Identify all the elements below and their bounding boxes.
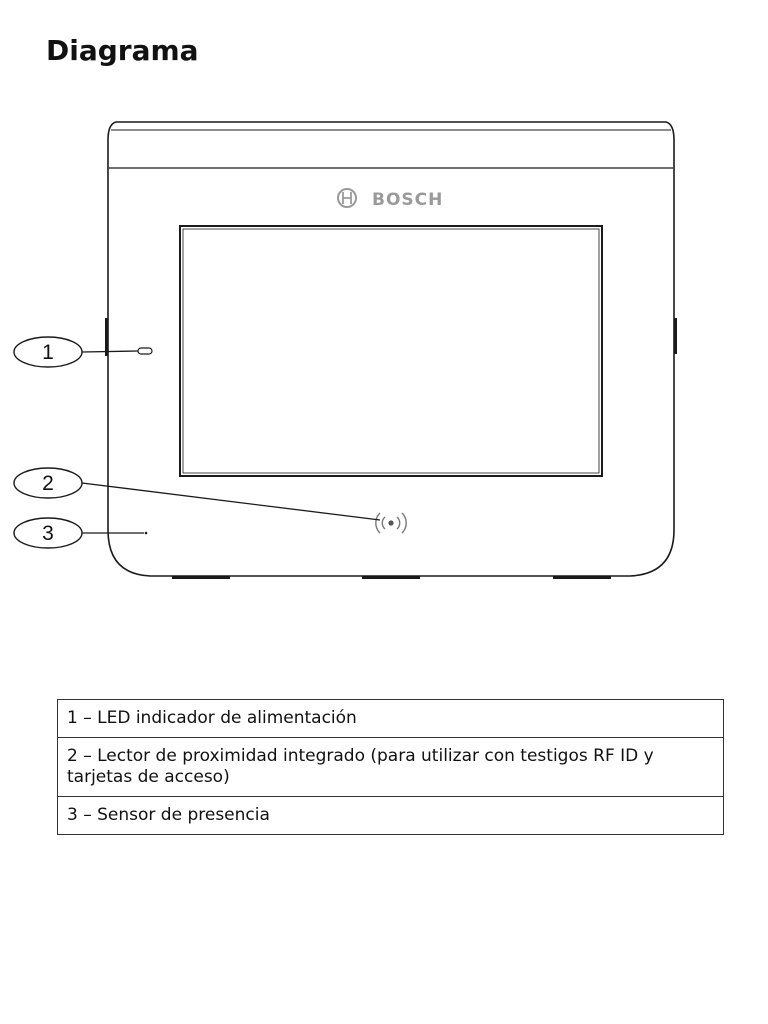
left-side-button (105, 318, 108, 356)
bosch-logo-icon (338, 189, 356, 207)
legend-row (58, 797, 724, 835)
presence-sensor (145, 532, 148, 535)
legend-item-3: 3 – Sensor de presencia (58, 797, 724, 835)
touch-screen (180, 226, 602, 476)
brand-name: BOSCH (372, 190, 444, 210)
power-led (138, 348, 152, 354)
rfid-reader-icon (376, 513, 406, 533)
legend-table (57, 699, 724, 835)
right-side-button (674, 318, 677, 354)
callout-1 (14, 337, 138, 367)
callout-3 (14, 518, 144, 548)
page-title: Diagrama (46, 34, 199, 67)
callout-2-number: 2 (42, 472, 54, 495)
legend-item-2: 2 – Lector de proximidad integrado (para utilizar con testigos RF ID y tarjetas de acceso) (58, 738, 724, 797)
legend-row (58, 700, 724, 738)
legend-item-1: 1 – LED indicador de alimentación (58, 700, 724, 738)
callout-3-number: 3 (42, 522, 54, 545)
callout-1-number: 1 (42, 341, 54, 364)
legend-row (58, 738, 724, 797)
